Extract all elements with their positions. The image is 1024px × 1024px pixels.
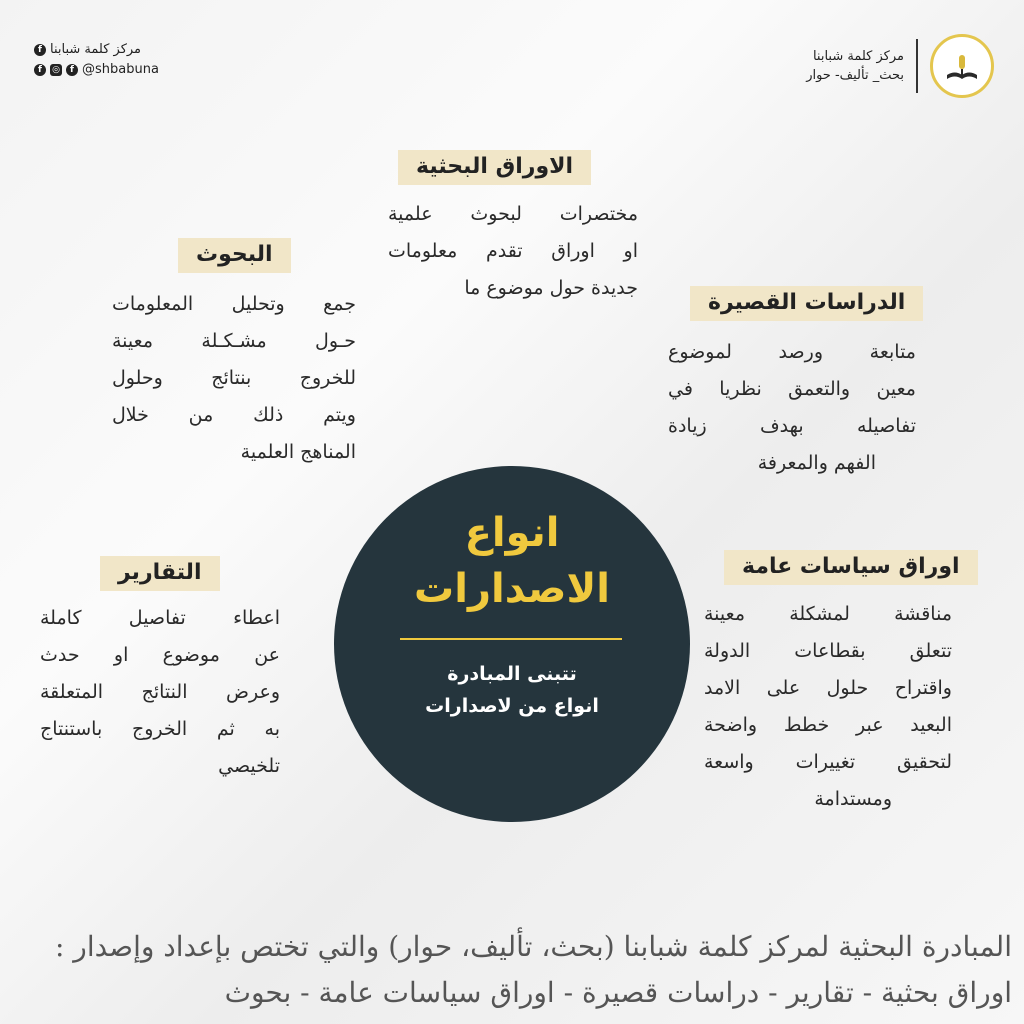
reports-line: وعرض النتائج المتعلقة	[40, 681, 280, 703]
policy-text	[704, 596, 952, 818]
short-studies-title: الدراسات القصيرة	[690, 286, 923, 321]
org-tagline: بحث_ تأليف- حوار	[806, 68, 904, 83]
facebook-icon[interactable]: f	[66, 64, 78, 76]
policy-line: ومستدامة	[814, 788, 892, 810]
short-studies-text	[668, 334, 916, 482]
social-handle-row	[34, 60, 159, 80]
short-studies-line: الفهم والمعرفة	[757, 452, 876, 474]
policy-line: مناقشة لمشكلة معينة	[704, 603, 952, 625]
circle-subtitle	[334, 658, 690, 722]
research-line: المناهج العلمية	[240, 441, 356, 463]
papers-text	[388, 196, 638, 307]
research-line: حـول مشـكـلة معينة	[112, 330, 356, 352]
social-org-row	[34, 40, 159, 60]
reports-line: عن موضوع او حدث	[40, 644, 280, 666]
policy-line: لتحقيق تغييرات واسعة	[704, 751, 952, 773]
book-microphone-icon	[933, 37, 991, 95]
reports-title: التقارير	[100, 556, 220, 591]
header-brand	[806, 34, 994, 98]
org-name: مركز كلمة شبابنا	[812, 49, 904, 64]
short-studies-line: تفاصيله بهدف زيادة	[668, 415, 916, 437]
short-studies-line: معين والتعمق نظريا في	[668, 378, 916, 400]
facebook-icon[interactable]: f	[34, 44, 46, 56]
social-block	[34, 40, 159, 80]
policy-line: البعيد عبر خطط واضحة	[704, 714, 952, 736]
circle-title-line1: انواع	[464, 510, 560, 556]
policy-line: تتعلق بقطاعات الدولة	[704, 640, 952, 662]
center-circle	[334, 466, 690, 822]
circle-subtitle-line2: انواع من لاصدارات	[425, 695, 599, 717]
research-line: ويتم ذلك من خلال	[112, 404, 356, 426]
papers-line: جديدة حول موضوع ما	[464, 277, 638, 299]
reports-line: به ثم الخروج باستنتاج	[40, 718, 280, 740]
short-studies-line: متابعة ورصد لموضوع	[668, 341, 916, 363]
research-title: البحوث	[178, 238, 291, 273]
papers-line: او اوراق تقدم معلومات	[388, 240, 638, 262]
footer-line: اوراق بحثية - تقارير - دراسات قصيرة - اوراق سياسات عامة - بحوث	[224, 976, 1012, 1009]
papers-title: الاوراق البحثية	[398, 150, 591, 185]
circle-subtitle-line1: تتبنى المبادرة	[447, 663, 577, 685]
research-line: للخروج بنتائج وحلول	[112, 367, 356, 389]
reports-text	[40, 600, 280, 785]
footer-line: المبادرة البحثية لمركز كلمة شبابنا (بحث، تأليف، حوار) والتي تختص بإعداد وإصدار :	[54, 930, 1012, 963]
footer-text	[0, 924, 1024, 1016]
header-text	[806, 47, 904, 85]
social-org-name: مركز كلمة شبابنا	[50, 42, 142, 57]
papers-line: مختصرات لبحوث علمية	[388, 203, 638, 225]
policy-title: اوراق سياسات عامة	[724, 550, 978, 585]
facebook-icon[interactable]: f	[34, 64, 46, 76]
social-handle[interactable]: @shbabuna	[82, 62, 159, 77]
reports-line: تلخيصي	[218, 755, 280, 777]
instagram-icon[interactable]: ◎	[50, 64, 62, 76]
research-text	[112, 286, 356, 471]
circle-title-line2: الاصدارات	[414, 566, 610, 612]
reports-line: اعطاء تفاصيل كاملة	[40, 607, 280, 629]
research-line: جمع وتحليل المعلومات	[112, 293, 356, 315]
circle-divider	[400, 638, 622, 640]
policy-line: واقتراح حلول على الامد	[704, 677, 952, 699]
header-divider	[916, 39, 918, 93]
logo	[930, 34, 994, 98]
